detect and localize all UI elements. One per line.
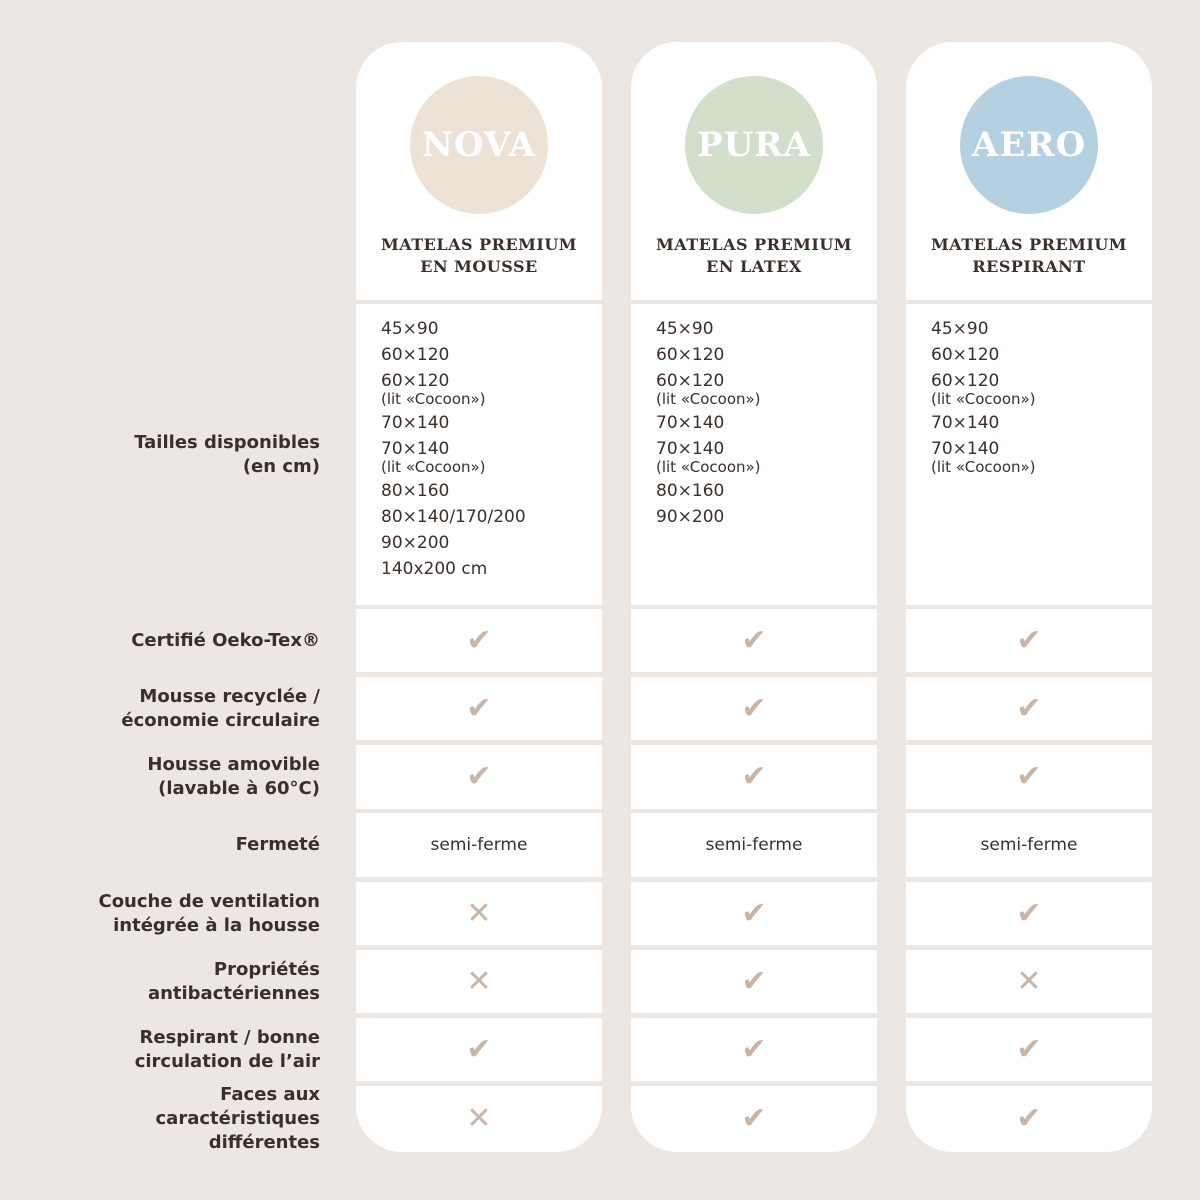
size-item [381, 480, 526, 502]
cross-icon: ✕ [1016, 963, 1042, 999]
cross-icon: ✕ [466, 963, 492, 999]
size-value: 60×120 [931, 371, 1000, 391]
product-subtitle [631, 234, 877, 278]
product-column [631, 42, 877, 1152]
feature-cell [356, 609, 602, 672]
check-icon: ✔ [1016, 895, 1042, 931]
row-label-line: Fermeté [235, 834, 320, 855]
row-label-line: circulation de l’air [134, 1050, 320, 1072]
size-value: 80×140/170/200 [381, 507, 526, 527]
size-list [931, 318, 1036, 480]
cross-icon: ✕ [466, 1101, 492, 1136]
size-value: 60×120 [656, 371, 725, 391]
check-icon: ✔ [741, 622, 767, 658]
size-value: 45×90 [931, 319, 989, 339]
check-icon: ✔ [741, 963, 767, 999]
check-icon: ✔ [1016, 690, 1042, 726]
size-value: 45×90 [656, 319, 714, 339]
product-subtitle-line: MATELAS PREMIUM [655, 235, 853, 254]
feature-cell [356, 813, 602, 877]
size-list [381, 318, 526, 584]
feature-cell [631, 882, 877, 945]
product-header [631, 42, 877, 300]
size-value: 70×140 [656, 439, 725, 459]
size-item [656, 318, 761, 340]
check-icon: ✔ [1016, 759, 1042, 794]
size-value: 80×160 [656, 481, 725, 501]
product-logo: NOVA [410, 76, 548, 214]
size-value: 70×140 [656, 413, 725, 433]
feature-cell [906, 882, 1152, 945]
row-label-line: Respirant / bonne [139, 1026, 320, 1048]
row-label-line: différentes [208, 1132, 320, 1153]
feature-cell [906, 609, 1152, 672]
size-item [931, 412, 1036, 434]
size-item [931, 438, 1036, 476]
size-item [381, 370, 526, 408]
product-subtitle-line: EN LATEX [706, 257, 802, 276]
row-label [0, 609, 320, 672]
size-note: (lit «Cocoon») [381, 458, 486, 476]
firmness-value: semi-ferme [430, 835, 528, 855]
row-label [0, 745, 320, 809]
row-label [0, 677, 320, 740]
size-item [381, 506, 526, 528]
size-value: 70×140 [381, 413, 450, 433]
product-subtitle-line: RESPIRANT [972, 257, 1086, 276]
product-column [356, 42, 602, 1152]
feature-cell [356, 745, 602, 809]
check-icon: ✔ [741, 895, 767, 931]
row-label-line: caractéristiques [155, 1108, 320, 1129]
product-subtitle [356, 234, 602, 278]
row-label-line: Propriétés [213, 958, 320, 980]
product-header [906, 42, 1152, 300]
sizes-cell [631, 304, 877, 605]
row-label-line: Couche de ventilation [98, 890, 320, 912]
row-label [0, 882, 320, 945]
row-label [0, 950, 320, 1013]
size-value: 45×90 [381, 319, 439, 339]
size-value: 70×140 [381, 439, 450, 459]
feature-cell [906, 1018, 1152, 1081]
check-icon: ✔ [466, 759, 492, 794]
feature-cell [356, 1086, 602, 1152]
size-value: 60×120 [381, 345, 450, 365]
cross-icon: ✕ [466, 895, 492, 931]
firmness-value: semi-ferme [980, 835, 1078, 855]
size-value: 140x200 cm [381, 559, 488, 579]
row-label-line: Housse amovible [147, 754, 320, 775]
size-item [931, 344, 1036, 366]
row-label [0, 1018, 320, 1081]
product-logo: PURA [685, 76, 823, 214]
firmness-value: semi-ferme [705, 835, 803, 855]
feature-cell [906, 745, 1152, 809]
check-icon: ✔ [466, 690, 492, 726]
sizes-cell [356, 304, 602, 605]
row-label [0, 304, 320, 605]
row-label-line: (lavable à 60°C) [158, 778, 320, 799]
size-item [381, 412, 526, 434]
size-item [931, 370, 1036, 408]
product-logo: AERO [960, 76, 1098, 214]
size-value: 90×200 [656, 507, 725, 527]
feature-cell [906, 677, 1152, 740]
size-item [656, 370, 761, 408]
product-subtitle-line: MATELAS PREMIUM [930, 235, 1128, 254]
size-value: 90×200 [381, 533, 450, 553]
size-list [656, 318, 761, 532]
check-icon: ✔ [741, 690, 767, 726]
feature-cell [631, 950, 877, 1013]
sizes-cell [906, 304, 1152, 605]
feature-cell [631, 813, 877, 877]
row-label-line: (en cm) [242, 455, 320, 477]
size-item [656, 344, 761, 366]
check-icon: ✔ [741, 1101, 767, 1136]
product-column [906, 42, 1152, 1152]
size-item [656, 480, 761, 502]
feature-cell [631, 677, 877, 740]
feature-cell [356, 950, 602, 1013]
size-note: (lit «Cocoon») [931, 458, 1036, 476]
row-label-line: antibactériennes [147, 982, 320, 1004]
size-value: 80×160 [381, 481, 450, 501]
size-note: (lit «Cocoon») [931, 390, 1036, 408]
size-item [381, 344, 526, 366]
row-labels [0, 0, 330, 1200]
size-note: (lit «Cocoon») [381, 390, 486, 408]
feature-cell [906, 950, 1152, 1013]
size-value: 60×120 [931, 345, 1000, 365]
check-icon: ✔ [1016, 1031, 1042, 1067]
size-note: (lit «Cocoon») [656, 458, 761, 476]
row-label-line: Faces aux [220, 1084, 320, 1105]
feature-cell [631, 609, 877, 672]
product-subtitle-line: MATELAS PREMIUM [380, 235, 578, 254]
size-item [381, 318, 526, 340]
size-value: 70×140 [931, 413, 1000, 433]
row-label-line: intégrée à la housse [113, 914, 320, 936]
feature-cell [906, 1086, 1152, 1152]
size-value: 70×140 [931, 439, 1000, 459]
size-item [656, 412, 761, 434]
size-item [381, 558, 526, 580]
size-item [656, 438, 761, 476]
feature-cell [631, 1018, 877, 1081]
product-subtitle-line: EN MOUSSE [420, 257, 538, 276]
row-label-line: Tailles disponibles [134, 431, 320, 453]
row-label-line: économie circulaire [121, 709, 320, 731]
check-icon: ✔ [741, 759, 767, 794]
row-label [0, 813, 320, 877]
check-icon: ✔ [466, 1031, 492, 1067]
feature-cell [356, 1018, 602, 1081]
product-header [356, 42, 602, 300]
feature-cell [631, 1086, 877, 1152]
size-item [656, 506, 761, 528]
check-icon: ✔ [466, 622, 492, 658]
row-label-line: Certifié Oeko-Tex® [131, 629, 320, 651]
size-value: 60×120 [656, 345, 725, 365]
row-label [0, 1086, 320, 1152]
feature-cell [631, 745, 877, 809]
row-label-line: Mousse recyclée / [139, 685, 320, 707]
feature-cell [356, 882, 602, 945]
check-icon: ✔ [1016, 622, 1042, 658]
check-icon: ✔ [741, 1031, 767, 1067]
size-item [381, 532, 526, 554]
size-item [931, 318, 1036, 340]
feature-cell [906, 813, 1152, 877]
check-icon: ✔ [1016, 1101, 1042, 1136]
size-note: (lit «Cocoon») [656, 390, 761, 408]
product-subtitle [906, 234, 1152, 278]
size-value: 60×120 [381, 371, 450, 391]
feature-cell [356, 677, 602, 740]
size-item [381, 438, 526, 476]
